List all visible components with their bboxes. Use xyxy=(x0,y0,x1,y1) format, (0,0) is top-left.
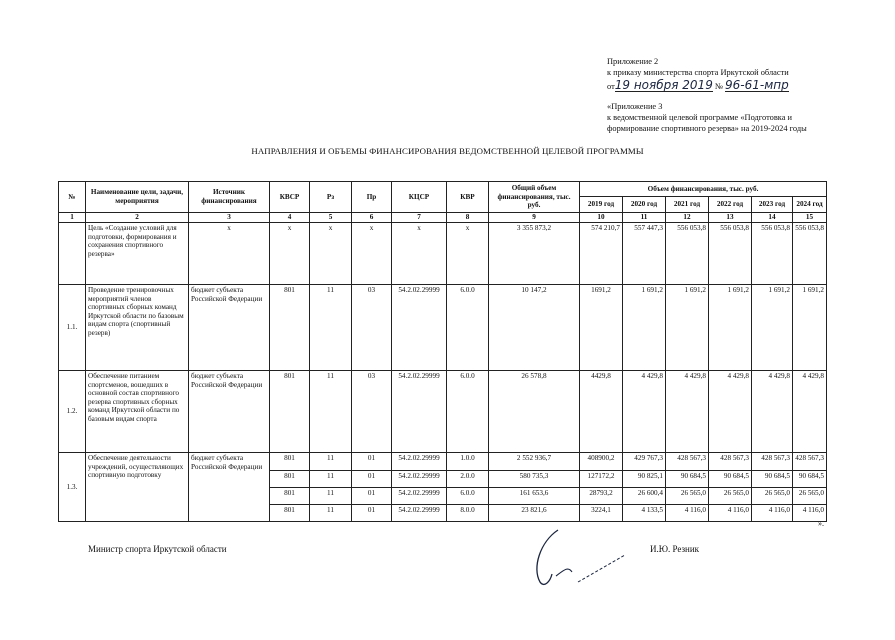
header-year-2024: 2024 год xyxy=(793,197,827,213)
header-year-2023: 2023 год xyxy=(752,197,793,213)
row-2023: 26 565,0 xyxy=(752,488,793,505)
order-date-handwritten: 19 ноября 2019 xyxy=(614,78,713,92)
row-kcsr: 54.2.02.29999 xyxy=(392,505,447,522)
header-name: Наименование цели, задачи, мероприятия xyxy=(86,182,189,213)
row-2023: 4 116,0 xyxy=(752,505,793,522)
row-rz: 11 xyxy=(310,285,352,371)
col-number: 5 xyxy=(310,213,352,223)
col-number: 6 xyxy=(352,213,392,223)
row-kvsr: 801 xyxy=(270,285,310,371)
col-number: 13 xyxy=(709,213,752,223)
header-kvsr: КВСР xyxy=(270,182,310,213)
table-row xyxy=(59,285,827,371)
row-pr: 03 xyxy=(352,371,392,453)
col-number: 2 xyxy=(86,213,189,223)
goal-pr: х xyxy=(352,223,392,285)
document-title: НАПРАВЛЕНИЯ И ОБЪЕМЫ ФИНАНСИРОВАНИЯ ВЕДОМСТВЕННОЙ ЦЕЛЕВОЙ ПРОГРАММЫ xyxy=(251,146,644,156)
goal-kvsr: х xyxy=(270,223,310,285)
row-2024: 90 684,5 xyxy=(793,471,827,488)
row-total: 10 147,2 xyxy=(489,285,580,371)
row-kvsr: 801 xyxy=(270,453,310,471)
row-2021: 428 567,3 xyxy=(666,453,709,471)
row-2020: 429 767,3 xyxy=(623,453,666,471)
row-kvsr: 801 xyxy=(270,505,310,522)
col-number: 10 xyxy=(580,213,623,223)
goal-2019: 574 210,7 xyxy=(580,223,623,285)
col-number: 14 xyxy=(752,213,793,223)
col-number: 1 xyxy=(59,213,86,223)
goal-source: х xyxy=(189,223,270,285)
row-2021: 90 684,5 xyxy=(666,471,709,488)
goal-2022: 556 053,8 xyxy=(709,223,752,285)
row-kvr: 8.0.0 xyxy=(447,505,489,522)
goal-2020: 557 447,3 xyxy=(623,223,666,285)
col-number: 11 xyxy=(623,213,666,223)
row-2019: 127172,2 xyxy=(580,471,623,488)
row-2020: 4 429,8 xyxy=(623,371,666,453)
row-2021: 26 565,0 xyxy=(666,488,709,505)
header-pr: Пр xyxy=(352,182,392,213)
row-2021: 4 116,0 xyxy=(666,505,709,522)
program-appendix-line-1: «Приложение 3 xyxy=(607,102,663,111)
row-num: 1.2. xyxy=(59,371,86,453)
row-source: бюджет субъекта Российской Федерации xyxy=(189,371,270,453)
goal-row xyxy=(59,223,827,285)
appendix-line-2: к приказу министерства спорта Иркутской области xyxy=(607,68,789,77)
row-2022: 4 116,0 xyxy=(709,505,752,522)
row-2022: 428 567,3 xyxy=(709,453,752,471)
row-2020: 1 691,2 xyxy=(623,285,666,371)
row-kvsr: 801 xyxy=(270,488,310,505)
row-rz: 11 xyxy=(310,453,352,471)
row-pr: 01 xyxy=(352,453,392,471)
header-year-2021: 2021 год xyxy=(666,197,709,213)
row-2023: 428 567,3 xyxy=(752,453,793,471)
row-2024: 26 565,0 xyxy=(793,488,827,505)
col-number: 3 xyxy=(189,213,270,223)
header-kvr: КВР xyxy=(447,182,489,213)
row-rz: 11 xyxy=(310,371,352,453)
goal-rz: х xyxy=(310,223,352,285)
row-total: 23 821,6 xyxy=(489,505,580,522)
header-num: № xyxy=(59,182,86,213)
row-2019: 1691,2 xyxy=(580,285,623,371)
row-pr: 03 xyxy=(352,285,392,371)
row-name: Обеспечение деятельности учреждений, осуществляющих спортивную подготовку xyxy=(86,453,189,522)
row-total: 2 552 936,7 xyxy=(489,453,580,471)
row-rz: 11 xyxy=(310,488,352,505)
row-kcsr: 54.2.02.29999 xyxy=(392,285,447,371)
header-year-2022: 2022 год xyxy=(709,197,752,213)
handwritten-signature xyxy=(520,520,640,595)
goal-kcsr: х xyxy=(392,223,447,285)
appendix-line-1: Приложение 2 xyxy=(607,57,659,66)
program-appendix-line-2: к ведомственной целевой программе «Подготовка и xyxy=(607,113,793,122)
goal-2023: 556 053,8 xyxy=(752,223,793,285)
signatory-name: И.Ю. Резник xyxy=(650,544,700,554)
row-kvsr: 801 xyxy=(270,471,310,488)
col-number: 4 xyxy=(270,213,310,223)
order-no-prefix: № xyxy=(714,82,723,91)
goal-name: Цель «Создание условий для подготовки, формирования и сохранения спортивного резерва» xyxy=(86,223,189,285)
row-pr: 01 xyxy=(352,505,392,522)
row-name: Обеспечение питанием спортсменов, вошедших в основной состав спортивного резерва спортивных сборных команд Иркутской области по базовым видам спорта xyxy=(86,371,189,453)
row-total: 26 578,8 xyxy=(489,371,580,453)
header-rz: Рз xyxy=(310,182,352,213)
row-2019: 28793,2 xyxy=(580,488,623,505)
col-number: 12 xyxy=(666,213,709,223)
financing-table xyxy=(58,181,827,522)
row-pr: 01 xyxy=(352,471,392,488)
row-kcsr: 54.2.02.29999 xyxy=(392,471,447,488)
row-source: бюджет субъекта Российской Федерации xyxy=(189,285,270,371)
header-kcsr: КЦСР xyxy=(392,182,447,213)
row-source: бюджет субъекта Российской Федерации xyxy=(189,453,270,522)
header-total: Общий объем финансирования, тыс. руб. xyxy=(489,182,580,213)
col-number: 7 xyxy=(392,213,447,223)
row-2023: 1 691,2 xyxy=(752,285,793,371)
goal-2024: 556 053,8 xyxy=(793,223,827,285)
row-rz: 11 xyxy=(310,505,352,522)
row-kvr: 6.0.0 xyxy=(447,285,489,371)
row-kcsr: 54.2.02.29999 xyxy=(392,453,447,471)
header-volume: Объем финансирования, тыс. руб. xyxy=(580,182,827,197)
row-2020: 4 133,5 xyxy=(623,505,666,522)
row-2022: 4 429,8 xyxy=(709,371,752,453)
row-2023: 90 684,5 xyxy=(752,471,793,488)
header-source: Источник финансирования xyxy=(189,182,270,213)
table-row xyxy=(59,453,827,471)
row-name: Проведение тренировочных мероприятий членов спортивных сборных команд Иркутской области по базовым видам спорта (спортивный резерв) xyxy=(86,285,189,371)
row-kvsr: 801 xyxy=(270,371,310,453)
row-2022: 90 684,5 xyxy=(709,471,752,488)
goal-2021: 556 053,8 xyxy=(666,223,709,285)
row-2021: 4 429,8 xyxy=(666,371,709,453)
row-num: 1.3. xyxy=(59,453,86,522)
program-appendix-line-3: формирование спортивного резерва» на 2019-2024 годы xyxy=(607,124,807,133)
header-year-2020: 2020 год xyxy=(623,197,666,213)
column-number-row xyxy=(59,213,827,223)
row-2024: 4 116,0 xyxy=(793,505,827,522)
col-number: 9 xyxy=(489,213,580,223)
row-2024: 1 691,2 xyxy=(793,285,827,371)
row-2021: 1 691,2 xyxy=(666,285,709,371)
signatory-position: Министр спорта Иркутской области xyxy=(88,544,227,554)
row-kvr: 2.0.0 xyxy=(447,471,489,488)
row-total: 580 735,3 xyxy=(489,471,580,488)
row-2023: 4 429,8 xyxy=(752,371,793,453)
col-number: 15 xyxy=(793,213,827,223)
header-year-2019: 2019 год xyxy=(580,197,623,213)
row-total: 161 653,6 xyxy=(489,488,580,505)
row-pr: 01 xyxy=(352,488,392,505)
row-kcsr: 54.2.02.29999 xyxy=(392,488,447,505)
row-kvr: 1.0.0 xyxy=(447,453,489,471)
row-kvr: 6.0.0 xyxy=(447,371,489,453)
order-date-line xyxy=(607,80,789,92)
order-number-handwritten: 96-61-мпр xyxy=(725,78,789,92)
row-2020: 26 600,4 xyxy=(623,488,666,505)
goal-kvr: х xyxy=(447,223,489,285)
header-row-1 xyxy=(59,182,827,197)
row-kvr: 6.0.0 xyxy=(447,488,489,505)
order-prefix: от xyxy=(607,82,615,91)
row-2019: 408900,2 xyxy=(580,453,623,471)
goal-total: 3 355 873,2 xyxy=(489,223,580,285)
col-number: 8 xyxy=(447,213,489,223)
row-2022: 1 691,2 xyxy=(709,285,752,371)
row-2019: 3224,1 xyxy=(580,505,623,522)
row-2024: 4 429,8 xyxy=(793,371,827,453)
row-num: 1.1. xyxy=(59,285,86,371)
closing-quote-mark: ». xyxy=(818,519,824,528)
row-2020: 90 825,1 xyxy=(623,471,666,488)
row-2022: 26 565,0 xyxy=(709,488,752,505)
row-rz: 11 xyxy=(310,471,352,488)
row-2024: 428 567,3 xyxy=(793,453,827,471)
row-kcsr: 54.2.02.29999 xyxy=(392,371,447,453)
row-2019: 4429,8 xyxy=(580,371,623,453)
goal-num xyxy=(59,223,86,285)
table-row xyxy=(59,371,827,453)
